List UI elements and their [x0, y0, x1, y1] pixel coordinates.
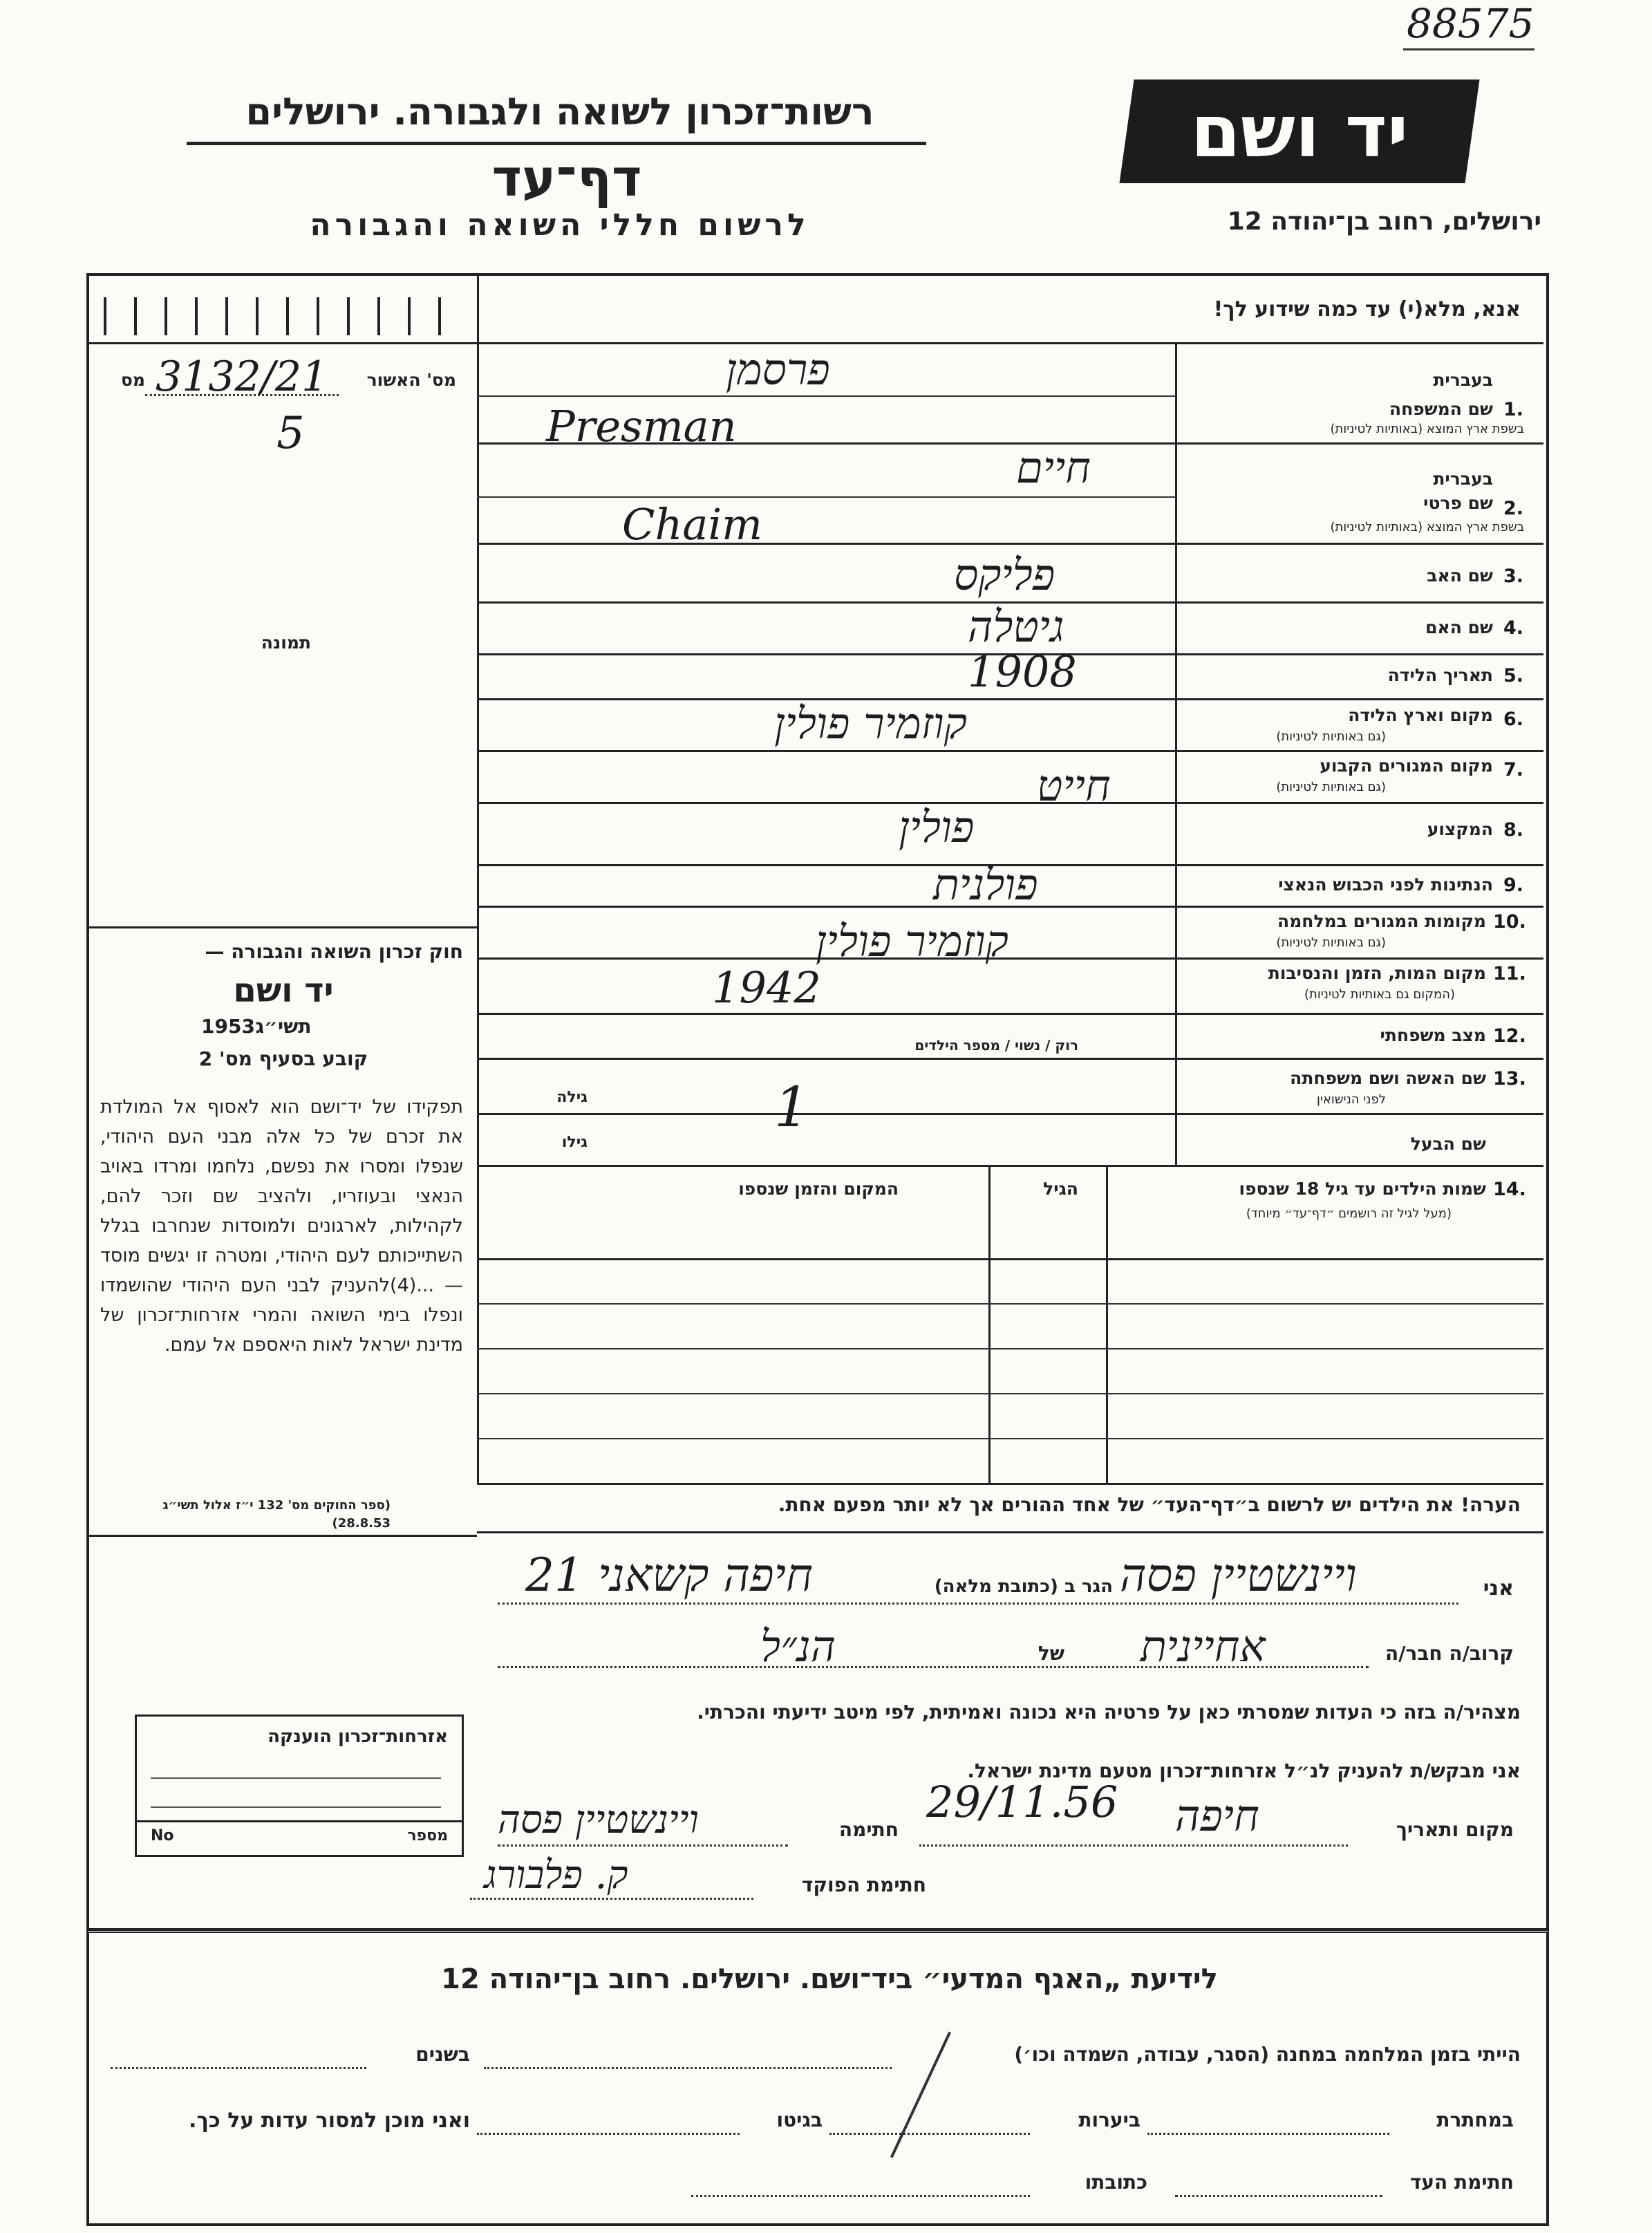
- field-1-value-latin: Presman: [546, 401, 737, 451]
- field-7-number: 7.: [1503, 759, 1524, 781]
- witness-resides-label: הגר ב (כתובת מלאה): [934, 1576, 1113, 1597]
- ghetto-dots: [477, 2133, 740, 2135]
- row-line-2a: [477, 496, 1175, 498]
- place-date-line: [919, 1844, 1348, 1847]
- row-line-1a: [477, 395, 1175, 397]
- field-10-value: קוזמיר פולין: [816, 916, 1008, 966]
- witness-declaration: מצהיר/ה בזה כי העדות שמסרתי כאן על פרטיה היא נכונה ואמיתית, לפי מיטב ידיעתי והכרתי.: [697, 1701, 1521, 1723]
- date-value: 29/11.56: [926, 1777, 1118, 1827]
- certificate-title: אזרחות־זכרון הוענקה: [267, 1726, 448, 1747]
- field-13-wife-field: גילה: [556, 1089, 588, 1106]
- serial-no-label: מס: [120, 370, 145, 390]
- yad-vashem-logo: [1119, 80, 1479, 183]
- row-line-13: [477, 1113, 1543, 1115]
- field-12-label: מצב משפחתי: [1380, 1025, 1486, 1045]
- field-11-label: מקום המות, הזמן והנסיבות: [1268, 963, 1486, 983]
- witness-name: ויינשטיין פסה: [1120, 1549, 1357, 1602]
- field-9-number: 9.: [1503, 875, 1524, 896]
- row-line-12: [477, 1058, 1543, 1060]
- partisans-dots: [829, 2133, 1030, 2135]
- label-column-divider: [1175, 342, 1177, 1165]
- organization-underline: [187, 142, 926, 145]
- field-3-number: 3.: [1503, 566, 1524, 587]
- witness-request: אני מבקש/ת להעניק לנ״ל אזרחות־זכרון מטעם מדינת ישראל.: [967, 1759, 1521, 1782]
- field-2-value-hebrew: חיים: [1016, 442, 1091, 493]
- husband-field: גילו: [561, 1134, 588, 1151]
- form-subtitle: לרשום חללי השואה והגבורה: [310, 207, 810, 243]
- witness-i-label: אני: [1483, 1576, 1514, 1600]
- officer-label: חתימת הפוקד: [801, 1874, 926, 1896]
- notice-line: [477, 1531, 1543, 1533]
- logo-text: יד ושם: [1190, 89, 1409, 174]
- archive-reference: 88575: [1407, 0, 1534, 47]
- field-5-label: תאריך הלידה: [1387, 665, 1493, 685]
- certificate-line-2: [151, 1806, 441, 1808]
- field-10-number: 10.: [1493, 911, 1526, 933]
- field-2-value-latin: Chaim: [622, 499, 762, 550]
- field-1-label: שם המשפחה: [1389, 399, 1493, 419]
- field-4-value: גיטלה: [968, 601, 1064, 652]
- field-6-sub-label: (גם באותיות לטיניות): [1276, 729, 1386, 744]
- certificate-number-label: מספר: [407, 1827, 448, 1844]
- sidebar-divider: [477, 273, 479, 1483]
- in-years-dots: [111, 2067, 366, 2069]
- of-label: של: [1038, 1642, 1064, 1665]
- relation-value: אחיינית: [1141, 1621, 1266, 1672]
- header-address: ירושלים, רחוב בן־יהודה 12: [1227, 207, 1541, 236]
- serial-divider: [86, 342, 477, 344]
- field-4-number: 4.: [1503, 617, 1524, 639]
- field-1-number: 1.: [1503, 399, 1524, 420]
- law-reference: (ספר החוקים מס' 132 י״ז אלול תשי״ג 28.8.53): [162, 1498, 391, 1531]
- camp-line: הייתי בזמן המלחמה במחנה (הסגר, עבודה, השמדה וכו׳): [1014, 2043, 1521, 2066]
- row-line-11: [477, 1013, 1543, 1015]
- field-11-value: 1942: [712, 962, 821, 1013]
- field-2-lang: בעברית: [1433, 469, 1493, 489]
- field-4-label: שם האם: [1425, 617, 1493, 637]
- children-col-divider-2: [988, 1165, 991, 1483]
- field-11-number: 11.: [1493, 963, 1526, 984]
- children-col-age: הגיל: [1043, 1179, 1078, 1199]
- field-3-value: פליקס: [954, 550, 1055, 600]
- children-row-1: [477, 1303, 1543, 1305]
- law-box-border: [86, 926, 477, 1537]
- field-1-lang: בעברית: [1433, 370, 1493, 390]
- row-line-7: [477, 802, 1543, 804]
- intro-divider: [477, 342, 1543, 344]
- children-header-line: [477, 1258, 1543, 1260]
- law-logo: יד ושם: [233, 971, 334, 1010]
- camp-line-dots: [484, 2067, 892, 2069]
- field-5-number: 5.: [1503, 665, 1524, 686]
- certificate-number-row: [137, 1820, 462, 1822]
- children-col-place: המקום והזמן שנספו: [738, 1179, 899, 1199]
- relation-label: קרוב/ה חבר/ה: [1385, 1642, 1514, 1665]
- underground-dots: [1147, 2133, 1389, 2135]
- underground-label: במחתרת: [1436, 2109, 1514, 2131]
- field-8-value: חייט: [1037, 760, 1111, 811]
- children-row-4: [477, 1438, 1543, 1439]
- row-line-14: [477, 1165, 1543, 1167]
- law-text: תפקידו של יד־ושם הוא לאסוף אל המולדת את זכרם של כל אלה מבני העם היהודי, שנפלו ומסרו את נפשם, נלחמו ומרדו באויב הנאצי ובעוזריו, ולהציב שם וזכר להם, לקהילות, לארגונים ולמוסדות שנחרבו בגלל השתייכותם לעם היהודי, ומטרה זו יגשים מוסד — ...(4)להעניק לבני העם היהודי שהושמדו ונפלו בימי השואה והמרי אזרחות־זכרון של מדינת ישראל לאות היאספם אל עמם.: [100, 1096, 464, 1356]
- address-dots: [691, 2195, 1030, 2197]
- field-5-value: 1908: [968, 646, 1077, 697]
- children-number: 14.: [1493, 1179, 1526, 1200]
- field-10-sub-label: (גם באותיות לטיניות): [1276, 935, 1386, 950]
- form-title: דף־עד: [491, 149, 642, 208]
- field-2-label: שם פרטי: [1423, 493, 1493, 513]
- signature-line: [498, 1844, 788, 1847]
- field-7-sub-label: (גם באותיות לטיניות): [1276, 780, 1386, 794]
- field-8-label: המקצוע: [1427, 819, 1493, 839]
- field-13-value: 1: [774, 1075, 809, 1139]
- signature-label: חתימה: [838, 1818, 899, 1841]
- law-year-hebrew: תשי״ג: [255, 1015, 312, 1038]
- notice: הערה! את הילדים יש לרשום ב״דף־העד״ של אחד ההורים אך לא יותר מפעם אחת.: [778, 1493, 1521, 1516]
- signature-value: ויינשטיין פסה: [498, 1797, 699, 1842]
- field-6-value: קוזמיר פולין: [774, 698, 967, 749]
- serial-value: 3132/21: [156, 353, 328, 401]
- field-8-number: 8.: [1503, 819, 1524, 841]
- husband-label: שם הבעל: [1410, 1134, 1486, 1154]
- footer-title: לידיעת „האגף המדעי״ ביד־ושם. ירושלים. רחוב בן־יהודה 12: [441, 1963, 1218, 1995]
- witness-address: חיפה קשאני 21: [525, 1549, 813, 1602]
- witness-sig-dots: [1175, 2195, 1382, 2197]
- field-3-label: שם האב: [1427, 566, 1493, 586]
- field-2-number: 2.: [1503, 498, 1524, 519]
- witness-sig-label: חתימת העד: [1409, 2171, 1514, 2194]
- field-9-label: הנתינות לפני הכבוש הנאצי: [1278, 875, 1493, 895]
- field-6-label: מקום וארץ הלידה: [1348, 705, 1493, 725]
- of-value: הנ״ל: [760, 1621, 836, 1672]
- witness-line-1: [498, 1603, 1458, 1605]
- serial-sub-value: 5: [276, 408, 305, 459]
- row-line-5: [477, 698, 1543, 700]
- field-11-sub-label: (המקום גם באותיות לטיניות): [1304, 987, 1455, 1002]
- ghetto-label: בגיטו: [776, 2109, 823, 2131]
- certificate-line-1: [151, 1777, 441, 1779]
- law-clause: קובע בסעיף מס' 2: [198, 1047, 368, 1070]
- officer-line: [470, 1898, 753, 1900]
- field-7-value: פולין: [899, 802, 975, 852]
- children-row-2: [477, 1348, 1543, 1349]
- in-years-label: בשנים: [415, 2043, 470, 2066]
- partisans-label: ביערות: [1078, 2109, 1141, 2131]
- certificate-no: No: [151, 1827, 174, 1844]
- field-13-label: שם האשה ושם משפחתה: [1290, 1068, 1486, 1088]
- place-date-label: מקום ותאריך: [1396, 1818, 1514, 1841]
- serial-tick-marks: [104, 297, 463, 335]
- ready-label: ואני מוכן למסור עדות על כך.: [189, 2109, 470, 2133]
- law-year: 1953: [201, 1015, 255, 1038]
- place-value: חיפה: [1175, 1791, 1259, 1841]
- field-7-label: מקום המגורים הקבוע: [1320, 756, 1493, 776]
- children-label: שמות הילדים עד גיל 18 שנספו: [1239, 1179, 1486, 1199]
- address-label: כתובתו: [1085, 2171, 1147, 2194]
- photo-label: תמונה: [261, 633, 311, 653]
- field-6-number: 6.: [1503, 709, 1524, 730]
- law-title: חוק זכרון השואה והגבורה —: [205, 940, 463, 963]
- children-bottom-line: [477, 1483, 1543, 1485]
- serial-label: מס' האשור: [366, 370, 456, 390]
- field-12-number: 12.: [1493, 1025, 1526, 1047]
- officer-value: ק. פלבורג: [484, 1853, 628, 1898]
- field-9-value: פולנית: [933, 859, 1038, 910]
- organization-name: רשות־זכרון לשואה ולגבורה. ירושלים: [245, 90, 874, 133]
- archive-reference-underline: [1403, 48, 1534, 50]
- field-13-number: 13.: [1493, 1068, 1526, 1090]
- field-2-sub-label: בשפת ארץ המוצא (באותיות לטיניות): [1330, 520, 1524, 534]
- field-1-sub-label: בשפת ארץ המוצא (באותיות לטיניות): [1330, 422, 1524, 436]
- field-13-sub-label: לפני הנישואין: [1316, 1092, 1386, 1107]
- children-sub-label: (מעל לגיל זה רושמים ״דף־עד״ מיוחד): [1246, 1206, 1452, 1221]
- row-line-10: [477, 957, 1543, 960]
- witness-line-2: [498, 1666, 1369, 1668]
- field-12-options: רוק / נשוי / מספר הילדים: [914, 1037, 1078, 1054]
- form-intro: אנא, מלא(י) עד כמה שידוע לך!: [1213, 297, 1521, 321]
- certificate-box: [135, 1715, 464, 1857]
- row-line-6: [477, 750, 1543, 752]
- children-col-divider-1: [1106, 1165, 1108, 1483]
- field-10-label: מקומות המגורים במלחמה: [1277, 911, 1486, 931]
- field-1-value-hebrew: פרסמן: [726, 344, 830, 395]
- children-row-3: [477, 1393, 1543, 1394]
